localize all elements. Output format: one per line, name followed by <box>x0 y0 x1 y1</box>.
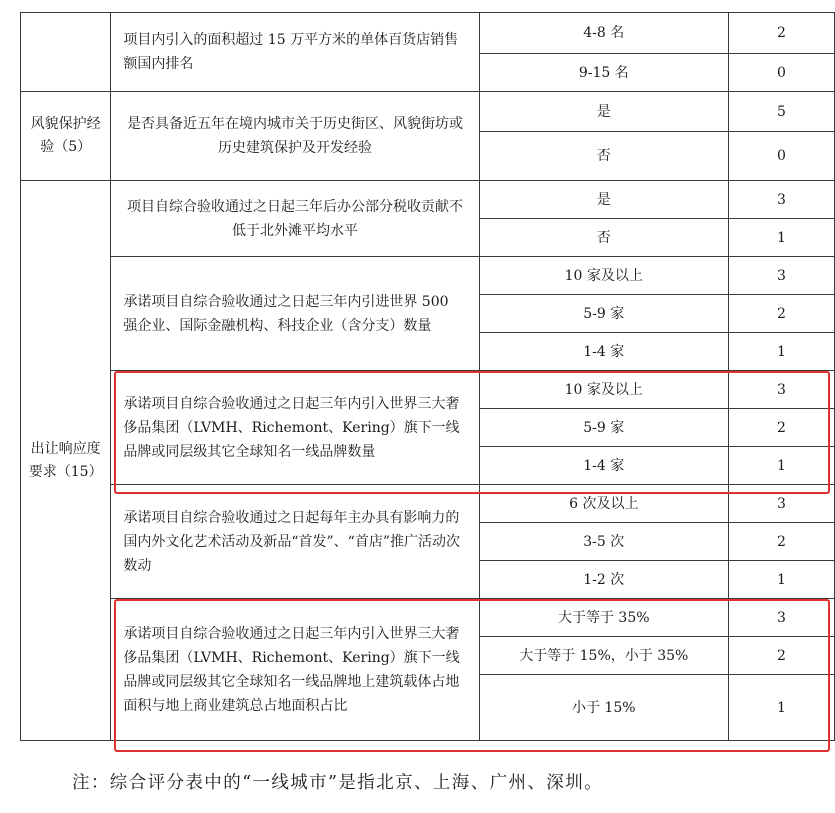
score-cell: 1 <box>728 447 834 485</box>
score-cell: 3 <box>728 599 834 637</box>
criterion-cell: 承诺项目自综合验收通过之日起三年内引进世界 500 强企业、国际金融机构、科技企业（含分支）数量 <box>111 257 479 371</box>
scoring-table <box>20 12 835 741</box>
score-cell: 2 <box>728 13 834 54</box>
option-cell: 小于 15% <box>479 675 728 741</box>
option-cell: 是 <box>479 181 728 219</box>
footnote: 注：综合评分表中的“一线城市”是指北京、上海、广州、深圳。 <box>72 773 603 793</box>
criterion-cell: 项目内引入的面积超过 15 万平方米的单体百货店销售额国内排名 <box>111 13 479 92</box>
score-cell: 2 <box>728 523 834 561</box>
score-cell: 3 <box>728 181 834 219</box>
table-row <box>21 92 835 132</box>
option-cell: 3-5 次 <box>479 523 728 561</box>
table-row <box>21 485 835 523</box>
option-cell: 9-15 名 <box>479 54 728 92</box>
score-cell: 3 <box>728 371 834 409</box>
score-cell: 1 <box>728 219 834 257</box>
option-cell: 4-8 名 <box>479 13 728 54</box>
score-cell: 3 <box>728 257 834 295</box>
score-cell: 2 <box>728 295 834 333</box>
option-cell: 1-4 家 <box>479 447 728 485</box>
category-cell: 风貌保护经验（5） <box>21 92 111 181</box>
option-cell: 大于等于 15%，小于 35% <box>479 637 728 675</box>
criterion-cell: 项目自综合验收通过之日起三年后办公部分税收贡献不低于北外滩平均水平 <box>111 181 479 257</box>
criterion-cell: 承诺项目自综合验收通过之日起每年主办具有影响力的国内外文化艺术活动及新品“首发”、“首店”推广活动次数动 <box>111 485 479 599</box>
option-cell: 6 次及以上 <box>479 485 728 523</box>
option-cell: 1-4 家 <box>479 333 728 371</box>
criterion-cell: 承诺项目自综合验收通过之日起三年内引入世界三大奢侈品集团（LVMH、Richemont、Kering）旗下一线品牌或同层级其它全球知名一线品牌数量 <box>111 371 479 485</box>
table-row <box>21 181 835 219</box>
option-cell: 否 <box>479 219 728 257</box>
category-cell <box>21 13 111 92</box>
option-cell: 是 <box>479 92 728 132</box>
score-cell: 1 <box>728 561 834 599</box>
score-cell: 1 <box>728 333 834 371</box>
score-cell: 1 <box>728 675 834 741</box>
table-row <box>21 257 835 295</box>
option-cell: 10 家及以上 <box>479 257 728 295</box>
criterion-cell: 是否具备近五年在境内城市关于历史街区、风貌街坊或历史建筑保护及开发经验 <box>111 92 479 181</box>
table-row <box>21 371 835 409</box>
option-cell: 1-2 次 <box>479 561 728 599</box>
option-cell: 5-9 家 <box>479 295 728 333</box>
score-cell: 5 <box>728 92 834 132</box>
score-cell: 0 <box>728 132 834 181</box>
score-cell: 0 <box>728 54 834 92</box>
criterion-cell: 承诺项目自综合验收通过之日起三年内引入世界三大奢侈品集团（LVMH、Richemont、Kering）旗下一线品牌或同层级其它全球知名一线品牌地上建筑载体占地面积与地上商业建筑总占地面积占比 <box>111 599 479 741</box>
option-cell: 否 <box>479 132 728 181</box>
score-cell: 2 <box>728 409 834 447</box>
table-row <box>21 599 835 637</box>
score-cell: 3 <box>728 485 834 523</box>
table-row <box>21 13 835 54</box>
option-cell: 5-9 家 <box>479 409 728 447</box>
score-cell: 2 <box>728 637 834 675</box>
option-cell: 10 家及以上 <box>479 371 728 409</box>
option-cell: 大于等于 35% <box>479 599 728 637</box>
category-cell: 出让响应度要求（15） <box>21 181 111 741</box>
